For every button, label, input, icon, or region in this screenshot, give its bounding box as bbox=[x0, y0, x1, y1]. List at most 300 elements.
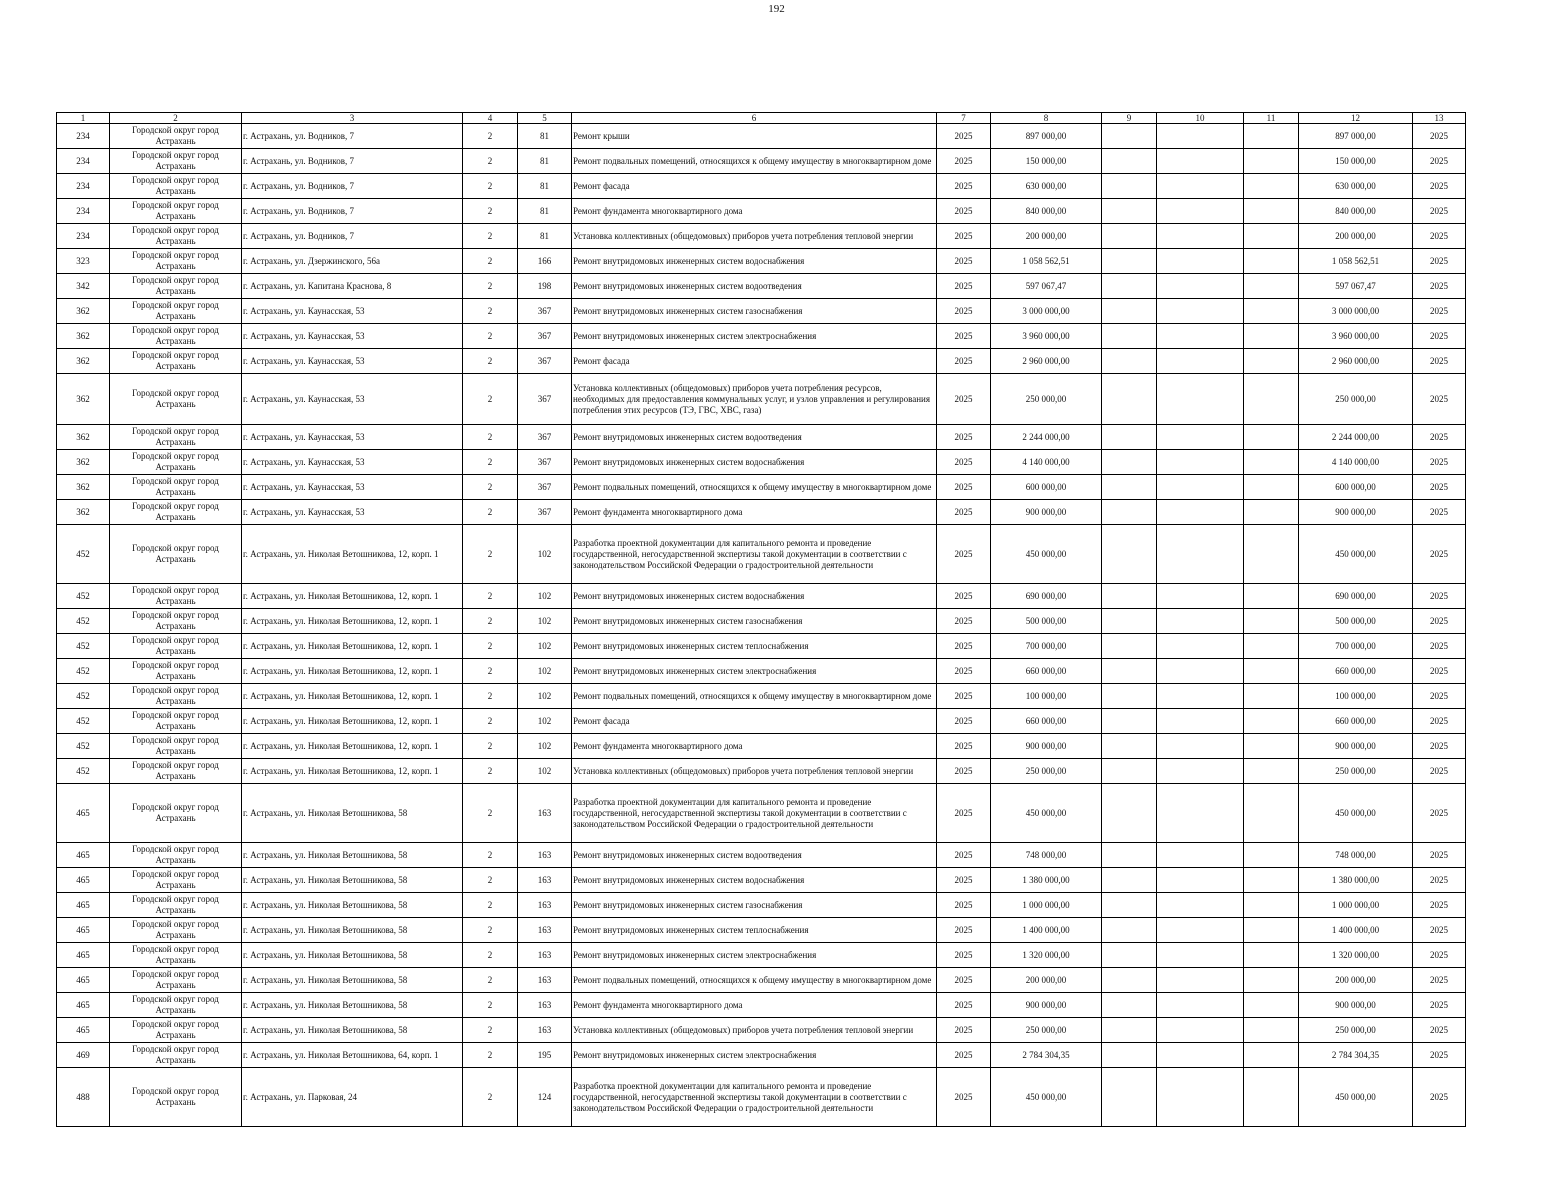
address-cell: г. Астрахань, ул. Водников, 7 bbox=[242, 149, 463, 174]
year-cell: 2025 bbox=[937, 634, 991, 659]
column-9-value-cell bbox=[1102, 500, 1157, 525]
year-cell: 2025 bbox=[937, 425, 991, 450]
address-cell: г. Астрахань, ул. Каунасская, 53 bbox=[242, 475, 463, 500]
municipality-cell: Городской округ город Астрахань bbox=[110, 584, 242, 609]
completion-year-cell: 2025 bbox=[1413, 893, 1466, 918]
address-cell: г. Астрахань, ул. Каунасская, 53 bbox=[242, 324, 463, 349]
column-number-row bbox=[57, 113, 1466, 124]
column-5-value-cell: 367 bbox=[518, 349, 572, 374]
total-cost-cell: 450 000,00 bbox=[1299, 784, 1413, 843]
table-row bbox=[57, 274, 1466, 299]
column-4-value-cell: 2 bbox=[463, 425, 518, 450]
cost-cell: 900 000,00 bbox=[991, 734, 1102, 759]
column-5-value-cell: 163 bbox=[518, 968, 572, 993]
column-10-value-cell bbox=[1157, 1068, 1244, 1127]
completion-year-cell: 2025 bbox=[1413, 249, 1466, 274]
column-4-value-cell: 2 bbox=[463, 349, 518, 374]
total-cost-cell: 897 000,00 bbox=[1299, 124, 1413, 149]
total-cost-cell: 200 000,00 bbox=[1299, 224, 1413, 249]
column-10-value-cell bbox=[1157, 734, 1244, 759]
municipality-cell: Городской округ город Астрахань bbox=[110, 500, 242, 525]
year-cell: 2025 bbox=[937, 734, 991, 759]
completion-year-cell: 2025 bbox=[1413, 475, 1466, 500]
year-cell: 2025 bbox=[937, 918, 991, 943]
column-number-4: 4 bbox=[463, 113, 518, 124]
column-10-value-cell bbox=[1157, 968, 1244, 993]
column-4-value-cell: 2 bbox=[463, 759, 518, 784]
column-11-value-cell bbox=[1244, 500, 1299, 525]
work-type-cell: Ремонт подвальных помещений, относящихся к общему имуществу в многоквартирном доме bbox=[572, 475, 937, 500]
column-5-value-cell: 166 bbox=[518, 249, 572, 274]
cost-cell: 1 380 000,00 bbox=[991, 868, 1102, 893]
municipality-cell: Городской округ город Астрахань bbox=[110, 425, 242, 450]
column-number-13: 13 bbox=[1413, 113, 1466, 124]
object-number-cell: 465 bbox=[57, 843, 110, 868]
work-type-cell: Ремонт внутридомовых инженерных систем газоснабжения bbox=[572, 893, 937, 918]
completion-year-cell: 2025 bbox=[1413, 943, 1466, 968]
year-cell: 2025 bbox=[937, 224, 991, 249]
column-9-value-cell bbox=[1102, 1018, 1157, 1043]
column-11-value-cell bbox=[1244, 174, 1299, 199]
completion-year-cell: 2025 bbox=[1413, 784, 1466, 843]
work-type-cell: Ремонт внутридомовых инженерных систем водоотведения bbox=[572, 274, 937, 299]
year-cell: 2025 bbox=[937, 784, 991, 843]
year-cell: 2025 bbox=[937, 1068, 991, 1127]
column-10-value-cell bbox=[1157, 199, 1244, 224]
year-cell: 2025 bbox=[937, 968, 991, 993]
municipality-cell: Городской округ город Астрахань bbox=[110, 634, 242, 659]
work-type-cell: Установка коллективных (общедомовых) приборов учета потребления ресурсов, необходимых для предоставления коммунальных услуг, и узлов управления и регулирования потребления этих ресурсов (ТЭ, ГВС, ХВС, газа) bbox=[572, 374, 937, 425]
total-cost-cell: 700 000,00 bbox=[1299, 634, 1413, 659]
year-cell: 2025 bbox=[937, 174, 991, 199]
column-4-value-cell: 2 bbox=[463, 659, 518, 684]
completion-year-cell: 2025 bbox=[1413, 868, 1466, 893]
column-11-value-cell bbox=[1244, 124, 1299, 149]
column-5-value-cell: 367 bbox=[518, 500, 572, 525]
column-10-value-cell bbox=[1157, 1043, 1244, 1068]
cost-cell: 900 000,00 bbox=[991, 993, 1102, 1018]
municipality-cell: Городской округ город Астрахань bbox=[110, 968, 242, 993]
table-row bbox=[57, 1018, 1466, 1043]
repair-program-table bbox=[56, 112, 1466, 1127]
municipality-cell: Городской округ город Астрахань bbox=[110, 224, 242, 249]
cost-cell: 1 000 000,00 bbox=[991, 893, 1102, 918]
municipality-cell: Городской округ город Астрахань bbox=[110, 684, 242, 709]
total-cost-cell: 1 380 000,00 bbox=[1299, 868, 1413, 893]
column-11-value-cell bbox=[1244, 299, 1299, 324]
table-row bbox=[57, 1043, 1466, 1068]
column-10-value-cell bbox=[1157, 943, 1244, 968]
object-number-cell: 465 bbox=[57, 968, 110, 993]
completion-year-cell: 2025 bbox=[1413, 425, 1466, 450]
column-9-value-cell bbox=[1102, 475, 1157, 500]
cost-cell: 660 000,00 bbox=[991, 709, 1102, 734]
cost-cell: 597 067,47 bbox=[991, 274, 1102, 299]
object-number-cell: 362 bbox=[57, 324, 110, 349]
cost-cell: 1 400 000,00 bbox=[991, 918, 1102, 943]
completion-year-cell: 2025 bbox=[1413, 299, 1466, 324]
cost-cell: 1 058 562,51 bbox=[991, 249, 1102, 274]
cost-cell: 250 000,00 bbox=[991, 374, 1102, 425]
cost-cell: 500 000,00 bbox=[991, 609, 1102, 634]
table-row bbox=[57, 868, 1466, 893]
municipality-cell: Городской округ город Астрахань bbox=[110, 124, 242, 149]
object-number-cell: 452 bbox=[57, 684, 110, 709]
column-9-value-cell bbox=[1102, 918, 1157, 943]
column-9-value-cell bbox=[1102, 659, 1157, 684]
column-5-value-cell: 102 bbox=[518, 525, 572, 584]
column-9-value-cell bbox=[1102, 199, 1157, 224]
work-type-cell: Ремонт внутридомовых инженерных систем водоснабжения bbox=[572, 249, 937, 274]
column-5-value-cell: 102 bbox=[518, 684, 572, 709]
total-cost-cell: 660 000,00 bbox=[1299, 659, 1413, 684]
completion-year-cell: 2025 bbox=[1413, 709, 1466, 734]
address-cell: г. Астрахань, ул. Николая Ветошникова, 58 bbox=[242, 843, 463, 868]
column-number-6: 6 bbox=[572, 113, 937, 124]
column-10-value-cell bbox=[1157, 868, 1244, 893]
year-cell: 2025 bbox=[937, 299, 991, 324]
column-10-value-cell bbox=[1157, 759, 1244, 784]
work-type-cell: Установка коллективных (общедомовых) приборов учета потребления тепловой энергии bbox=[572, 759, 937, 784]
table-row bbox=[57, 425, 1466, 450]
column-9-value-cell bbox=[1102, 274, 1157, 299]
address-cell: г. Астрахань, ул. Николая Ветошникова, 58 bbox=[242, 918, 463, 943]
column-10-value-cell bbox=[1157, 500, 1244, 525]
object-number-cell: 465 bbox=[57, 1018, 110, 1043]
cost-cell: 150 000,00 bbox=[991, 149, 1102, 174]
table-row bbox=[57, 759, 1466, 784]
table-row bbox=[57, 525, 1466, 584]
work-type-cell: Ремонт внутридомовых инженерных систем газоснабжения bbox=[572, 609, 937, 634]
table-row bbox=[57, 450, 1466, 475]
municipality-cell: Городской округ город Астрахань bbox=[110, 843, 242, 868]
column-11-value-cell bbox=[1244, 868, 1299, 893]
column-9-value-cell bbox=[1102, 525, 1157, 584]
total-cost-cell: 600 000,00 bbox=[1299, 475, 1413, 500]
object-number-cell: 465 bbox=[57, 784, 110, 843]
municipality-cell: Городской округ город Астрахань bbox=[110, 249, 242, 274]
column-11-value-cell bbox=[1244, 525, 1299, 584]
work-type-cell: Установка коллективных (общедомовых) приборов учета потребления тепловой энергии bbox=[572, 224, 937, 249]
column-4-value-cell: 2 bbox=[463, 968, 518, 993]
object-number-cell: 452 bbox=[57, 609, 110, 634]
object-number-cell: 452 bbox=[57, 525, 110, 584]
column-9-value-cell bbox=[1102, 784, 1157, 843]
column-4-value-cell: 2 bbox=[463, 475, 518, 500]
completion-year-cell: 2025 bbox=[1413, 349, 1466, 374]
table-row bbox=[57, 475, 1466, 500]
column-9-value-cell bbox=[1102, 174, 1157, 199]
column-11-value-cell bbox=[1244, 993, 1299, 1018]
work-type-cell: Ремонт внутридомовых инженерных систем водоснабжения bbox=[572, 584, 937, 609]
column-number-7: 7 bbox=[937, 113, 991, 124]
completion-year-cell: 2025 bbox=[1413, 224, 1466, 249]
column-5-value-cell: 81 bbox=[518, 149, 572, 174]
column-11-value-cell bbox=[1244, 684, 1299, 709]
column-4-value-cell: 2 bbox=[463, 324, 518, 349]
column-11-value-cell bbox=[1244, 759, 1299, 784]
municipality-cell: Городской округ город Астрахань bbox=[110, 709, 242, 734]
address-cell: г. Астрахань, ул. Николая Ветошникова, 12, корп. 1 bbox=[242, 584, 463, 609]
column-4-value-cell: 2 bbox=[463, 868, 518, 893]
column-11-value-cell bbox=[1244, 1068, 1299, 1127]
cost-cell: 4 140 000,00 bbox=[991, 450, 1102, 475]
column-9-value-cell bbox=[1102, 299, 1157, 324]
column-11-value-cell bbox=[1244, 784, 1299, 843]
address-cell: г. Астрахань, ул. Водников, 7 bbox=[242, 199, 463, 224]
column-9-value-cell bbox=[1102, 224, 1157, 249]
column-4-value-cell: 2 bbox=[463, 609, 518, 634]
column-9-value-cell bbox=[1102, 1043, 1157, 1068]
completion-year-cell: 2025 bbox=[1413, 374, 1466, 425]
column-11-value-cell bbox=[1244, 425, 1299, 450]
column-9-value-cell bbox=[1102, 425, 1157, 450]
work-type-cell: Ремонт внутридомовых инженерных систем электроснабжения bbox=[572, 324, 937, 349]
total-cost-cell: 2 784 304,35 bbox=[1299, 1043, 1413, 1068]
address-cell: г. Астрахань, ул. Николая Ветошникова, 58 bbox=[242, 943, 463, 968]
object-number-cell: 362 bbox=[57, 500, 110, 525]
municipality-cell: Городской округ город Астрахань bbox=[110, 324, 242, 349]
table-row bbox=[57, 224, 1466, 249]
total-cost-cell: 150 000,00 bbox=[1299, 149, 1413, 174]
object-number-cell: 465 bbox=[57, 868, 110, 893]
address-cell: г. Астрахань, ул. Николая Ветошникова, 12, корп. 1 bbox=[242, 684, 463, 709]
work-type-cell: Ремонт подвальных помещений, относящихся к общему имуществу в многоквартирном доме bbox=[572, 684, 937, 709]
object-number-cell: 362 bbox=[57, 425, 110, 450]
column-9-value-cell bbox=[1102, 634, 1157, 659]
column-11-value-cell bbox=[1244, 734, 1299, 759]
column-11-value-cell bbox=[1244, 224, 1299, 249]
object-number-cell: 465 bbox=[57, 993, 110, 1018]
cost-cell: 450 000,00 bbox=[991, 784, 1102, 843]
work-type-cell: Ремонт внутридомовых инженерных систем теплоснабжения bbox=[572, 634, 937, 659]
address-cell: г. Астрахань, ул. Николая Ветошникова, 58 bbox=[242, 784, 463, 843]
year-cell: 2025 bbox=[937, 709, 991, 734]
object-number-cell: 469 bbox=[57, 1043, 110, 1068]
total-cost-cell: 2 244 000,00 bbox=[1299, 425, 1413, 450]
table-row bbox=[57, 249, 1466, 274]
year-cell: 2025 bbox=[937, 943, 991, 968]
total-cost-cell: 660 000,00 bbox=[1299, 709, 1413, 734]
column-9-value-cell bbox=[1102, 868, 1157, 893]
address-cell: г. Астрахань, ул. Каунасская, 53 bbox=[242, 374, 463, 425]
column-9-value-cell bbox=[1102, 709, 1157, 734]
cost-cell: 3 000 000,00 bbox=[991, 299, 1102, 324]
column-9-value-cell bbox=[1102, 684, 1157, 709]
column-4-value-cell: 2 bbox=[463, 1018, 518, 1043]
total-cost-cell: 500 000,00 bbox=[1299, 609, 1413, 634]
total-cost-cell: 840 000,00 bbox=[1299, 199, 1413, 224]
work-type-cell: Ремонт фундамента многоквартирного дома bbox=[572, 500, 937, 525]
column-5-value-cell: 163 bbox=[518, 868, 572, 893]
column-11-value-cell bbox=[1244, 374, 1299, 425]
completion-year-cell: 2025 bbox=[1413, 584, 1466, 609]
column-5-value-cell: 102 bbox=[518, 734, 572, 759]
table-row bbox=[57, 843, 1466, 868]
object-number-cell: 452 bbox=[57, 759, 110, 784]
column-5-value-cell: 367 bbox=[518, 374, 572, 425]
address-cell: г. Астрахань, ул. Николая Ветошникова, 12, корп. 1 bbox=[242, 609, 463, 634]
column-11-value-cell bbox=[1244, 634, 1299, 659]
object-number-cell: 234 bbox=[57, 199, 110, 224]
total-cost-cell: 1 000 000,00 bbox=[1299, 893, 1413, 918]
column-9-value-cell bbox=[1102, 609, 1157, 634]
year-cell: 2025 bbox=[937, 249, 991, 274]
column-11-value-cell bbox=[1244, 274, 1299, 299]
cost-cell: 897 000,00 bbox=[991, 124, 1102, 149]
municipality-cell: Городской округ город Астрахань bbox=[110, 274, 242, 299]
work-type-cell: Ремонт подвальных помещений, относящихся к общему имуществу в многоквартирном доме bbox=[572, 968, 937, 993]
column-9-value-cell bbox=[1102, 584, 1157, 609]
address-cell: г. Астрахань, ул. Николая Ветошникова, 58 bbox=[242, 893, 463, 918]
completion-year-cell: 2025 bbox=[1413, 124, 1466, 149]
column-10-value-cell bbox=[1157, 843, 1244, 868]
column-11-value-cell bbox=[1244, 199, 1299, 224]
table-row bbox=[57, 993, 1466, 1018]
total-cost-cell: 900 000,00 bbox=[1299, 993, 1413, 1018]
column-5-value-cell: 163 bbox=[518, 1018, 572, 1043]
municipality-cell: Городской округ город Астрахань bbox=[110, 149, 242, 174]
column-11-value-cell bbox=[1244, 1018, 1299, 1043]
address-cell: г. Астрахань, ул. Николая Ветошникова, 12, корп. 1 bbox=[242, 759, 463, 784]
column-10-value-cell bbox=[1157, 584, 1244, 609]
completion-year-cell: 2025 bbox=[1413, 968, 1466, 993]
column-number-5: 5 bbox=[518, 113, 572, 124]
column-5-value-cell: 102 bbox=[518, 584, 572, 609]
completion-year-cell: 2025 bbox=[1413, 609, 1466, 634]
column-10-value-cell bbox=[1157, 1018, 1244, 1043]
column-4-value-cell: 2 bbox=[463, 450, 518, 475]
column-5-value-cell: 102 bbox=[518, 609, 572, 634]
cost-cell: 200 000,00 bbox=[991, 224, 1102, 249]
column-5-value-cell: 163 bbox=[518, 784, 572, 843]
column-5-value-cell: 124 bbox=[518, 1068, 572, 1127]
total-cost-cell: 200 000,00 bbox=[1299, 968, 1413, 993]
object-number-cell: 362 bbox=[57, 475, 110, 500]
object-number-cell: 234 bbox=[57, 174, 110, 199]
total-cost-cell: 4 140 000,00 bbox=[1299, 450, 1413, 475]
column-5-value-cell: 81 bbox=[518, 224, 572, 249]
table-row bbox=[57, 943, 1466, 968]
table-row bbox=[57, 174, 1466, 199]
work-type-cell: Ремонт подвальных помещений, относящихся к общему имуществу в многоквартирном доме bbox=[572, 149, 937, 174]
column-10-value-cell bbox=[1157, 224, 1244, 249]
year-cell: 2025 bbox=[937, 475, 991, 500]
work-type-cell: Ремонт внутридомовых инженерных систем водоснабжения bbox=[572, 450, 937, 475]
column-10-value-cell bbox=[1157, 609, 1244, 634]
address-cell: г. Астрахань, ул. Каунасская, 53 bbox=[242, 450, 463, 475]
column-5-value-cell: 81 bbox=[518, 174, 572, 199]
address-cell: г. Астрахань, ул. Николая Ветошникова, 12, корп. 1 bbox=[242, 709, 463, 734]
municipality-cell: Городской округ город Астрахань bbox=[110, 734, 242, 759]
address-cell: г. Астрахань, ул. Николая Ветошникова, 58 bbox=[242, 868, 463, 893]
table-row bbox=[57, 734, 1466, 759]
column-10-value-cell bbox=[1157, 634, 1244, 659]
column-9-value-cell bbox=[1102, 324, 1157, 349]
year-cell: 2025 bbox=[937, 124, 991, 149]
total-cost-cell: 1 320 000,00 bbox=[1299, 943, 1413, 968]
table-row bbox=[57, 1068, 1466, 1127]
year-cell: 2025 bbox=[937, 324, 991, 349]
column-11-value-cell bbox=[1244, 968, 1299, 993]
column-4-value-cell: 2 bbox=[463, 1068, 518, 1127]
column-5-value-cell: 102 bbox=[518, 634, 572, 659]
municipality-cell: Городской округ город Астрахань bbox=[110, 609, 242, 634]
table-row bbox=[57, 349, 1466, 374]
column-9-value-cell bbox=[1102, 124, 1157, 149]
total-cost-cell: 1 400 000,00 bbox=[1299, 918, 1413, 943]
year-cell: 2025 bbox=[937, 199, 991, 224]
column-number-10: 10 bbox=[1157, 113, 1244, 124]
column-4-value-cell: 2 bbox=[463, 709, 518, 734]
address-cell: г. Астрахань, ул. Капитана Краснова, 8 bbox=[242, 274, 463, 299]
municipality-cell: Городской округ город Астрахань bbox=[110, 1068, 242, 1127]
cost-cell: 450 000,00 bbox=[991, 525, 1102, 584]
column-4-value-cell: 2 bbox=[463, 374, 518, 425]
column-11-value-cell bbox=[1244, 249, 1299, 274]
completion-year-cell: 2025 bbox=[1413, 274, 1466, 299]
completion-year-cell: 2025 bbox=[1413, 199, 1466, 224]
column-4-value-cell: 2 bbox=[463, 893, 518, 918]
column-9-value-cell bbox=[1102, 843, 1157, 868]
year-cell: 2025 bbox=[937, 500, 991, 525]
column-4-value-cell: 2 bbox=[463, 299, 518, 324]
address-cell: г. Астрахань, ул. Николая Ветошникова, 12, корп. 1 bbox=[242, 525, 463, 584]
column-9-value-cell bbox=[1102, 734, 1157, 759]
column-4-value-cell: 2 bbox=[463, 634, 518, 659]
object-number-cell: 362 bbox=[57, 349, 110, 374]
cost-cell: 700 000,00 bbox=[991, 634, 1102, 659]
completion-year-cell: 2025 bbox=[1413, 843, 1466, 868]
column-number-9: 9 bbox=[1102, 113, 1157, 124]
column-number-8: 8 bbox=[991, 113, 1102, 124]
work-type-cell: Ремонт фундамента многоквартирного дома bbox=[572, 199, 937, 224]
total-cost-cell: 900 000,00 bbox=[1299, 734, 1413, 759]
municipality-cell: Городской округ город Астрахань bbox=[110, 525, 242, 584]
completion-year-cell: 2025 bbox=[1413, 324, 1466, 349]
column-number-11: 11 bbox=[1244, 113, 1299, 124]
column-9-value-cell bbox=[1102, 968, 1157, 993]
table-row bbox=[57, 893, 1466, 918]
column-10-value-cell bbox=[1157, 709, 1244, 734]
year-cell: 2025 bbox=[937, 584, 991, 609]
address-cell: г. Астрахань, ул. Водников, 7 bbox=[242, 174, 463, 199]
object-number-cell: 342 bbox=[57, 274, 110, 299]
address-cell: г. Астрахань, ул. Николая Ветошникова, 58 bbox=[242, 1018, 463, 1043]
completion-year-cell: 2025 bbox=[1413, 500, 1466, 525]
cost-cell: 660 000,00 bbox=[991, 659, 1102, 684]
column-10-value-cell bbox=[1157, 993, 1244, 1018]
column-4-value-cell: 2 bbox=[463, 149, 518, 174]
year-cell: 2025 bbox=[937, 1043, 991, 1068]
column-4-value-cell: 2 bbox=[463, 274, 518, 299]
completion-year-cell: 2025 bbox=[1413, 1018, 1466, 1043]
column-4-value-cell: 2 bbox=[463, 684, 518, 709]
work-type-cell: Ремонт фундамента многоквартирного дома bbox=[572, 993, 937, 1018]
year-cell: 2025 bbox=[937, 1018, 991, 1043]
completion-year-cell: 2025 bbox=[1413, 634, 1466, 659]
column-4-value-cell: 2 bbox=[463, 918, 518, 943]
table-row bbox=[57, 634, 1466, 659]
table-row bbox=[57, 500, 1466, 525]
cost-cell: 748 000,00 bbox=[991, 843, 1102, 868]
object-number-cell: 452 bbox=[57, 584, 110, 609]
column-11-value-cell bbox=[1244, 584, 1299, 609]
column-10-value-cell bbox=[1157, 659, 1244, 684]
address-cell: г. Астрахань, ул. Водников, 7 bbox=[242, 224, 463, 249]
work-type-cell: Ремонт внутридомовых инженерных систем водоотведения bbox=[572, 843, 937, 868]
column-5-value-cell: 367 bbox=[518, 475, 572, 500]
